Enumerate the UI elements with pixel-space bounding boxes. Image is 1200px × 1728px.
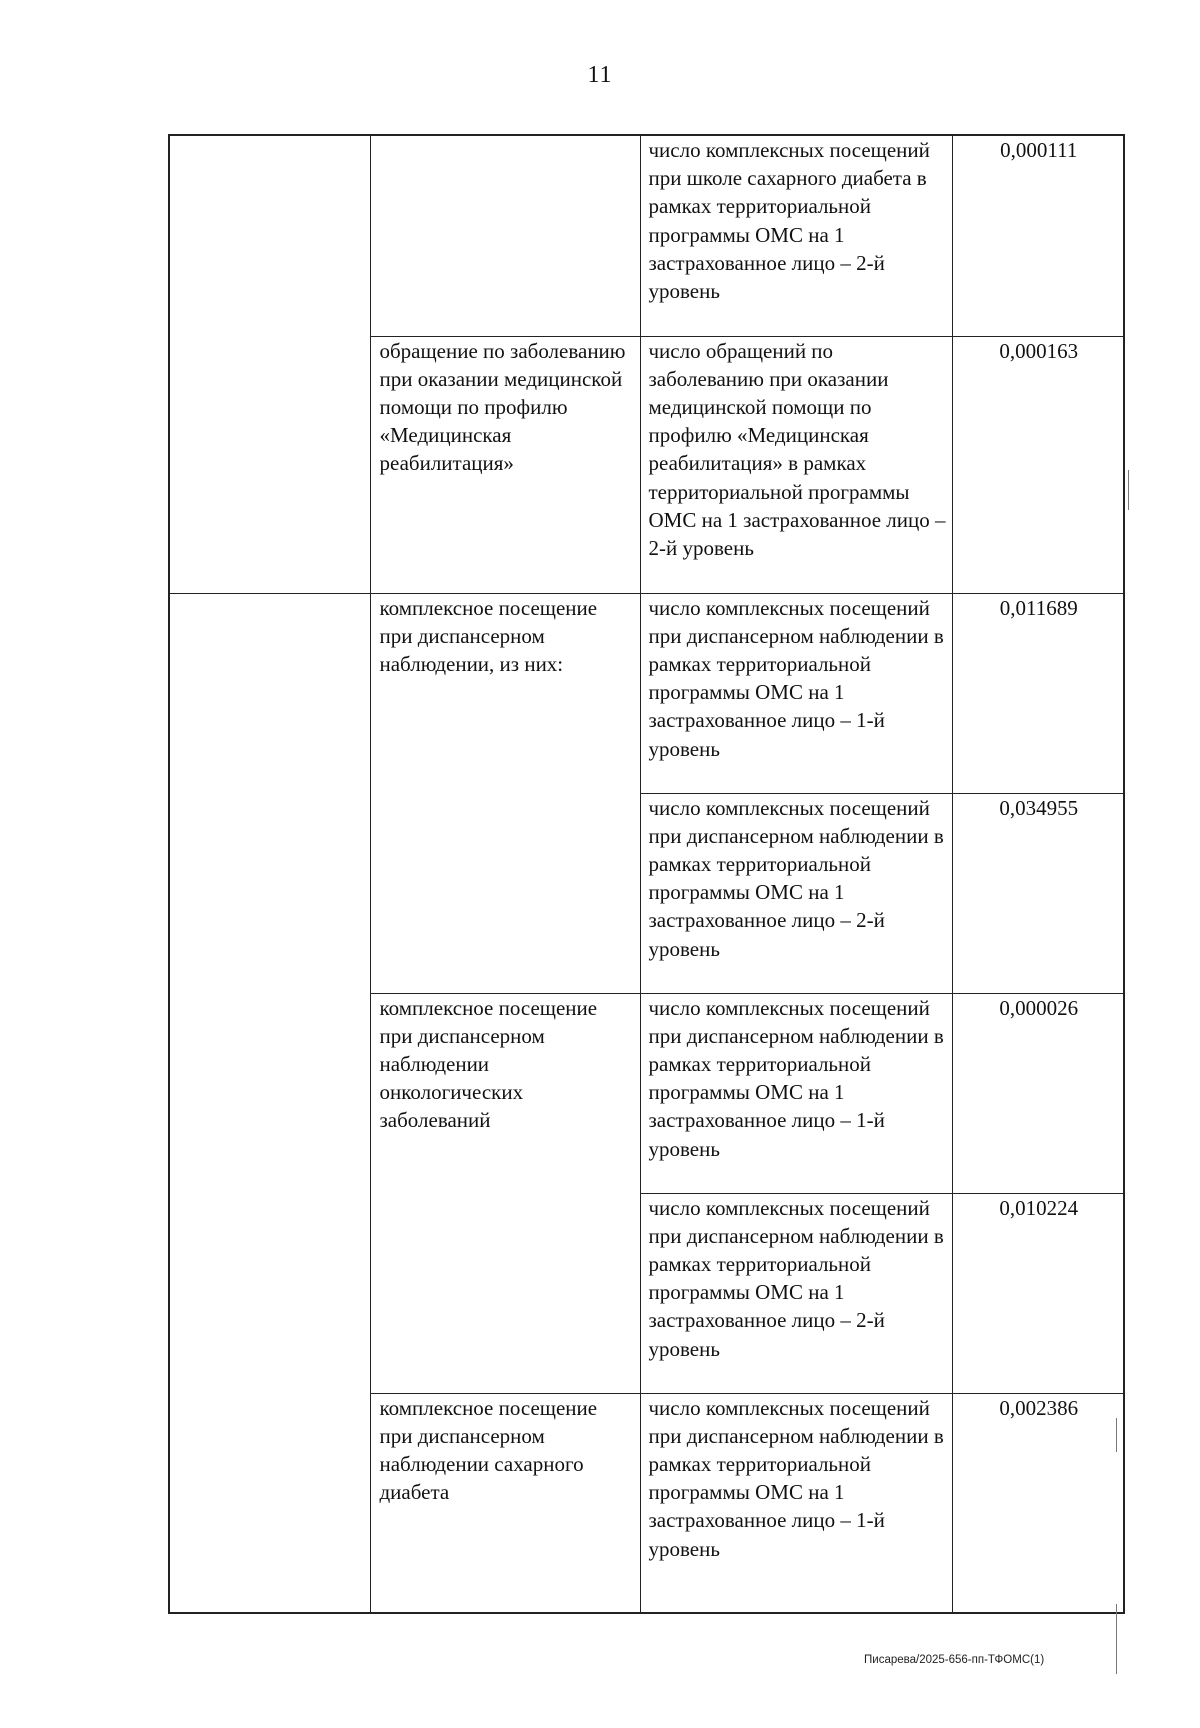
indicator-value: 0,011689 [952, 593, 1124, 793]
indicator-description: число обращений по заболеванию при оказании медицинской помощи по профилю «Медицинская реабилитация» в рамках территориальной программы ОМС на 1 застрахованное лицо – 2-й уровень [640, 336, 952, 593]
blank-cell [169, 593, 370, 1613]
document-footer: Писарева/2025-656-пп-ТФОМС(1) [864, 1654, 1045, 1666]
table-row [169, 593, 1124, 793]
blank-cell [169, 135, 370, 593]
blank-cell [370, 135, 640, 336]
indicator-description: число комплексных посещений при школе сахарного диабета в рамках территориальной программы ОМС на 1 застрахованное лицо – 2-й уровень [640, 135, 952, 336]
indicator-description: число комплексных посещений при диспансерном наблюдении в рамках территориальной программы ОМС на 1 застрахованное лицо – 1-й уровень [640, 993, 952, 1193]
indicator-description: число комплексных посещений при диспансерном наблюдении в рамках территориальной программы ОМС на 1 застрахованное лицо – 1-й уровень [640, 593, 952, 793]
care-type-name: обращение по заболеванию при оказании медицинской помощи по профилю «Медицинская реабилитация» [370, 336, 640, 593]
indicator-description: число комплексных посещений при диспансерном наблюдении в рамках территориальной программы ОМС на 1 застрахованное лицо – 2-й уровень [640, 1193, 952, 1393]
scan-margin-mark [1116, 1418, 1117, 1452]
scan-margin-mark [1128, 470, 1129, 510]
indicator-value: 0,000111 [952, 135, 1124, 336]
table-row [169, 135, 1124, 336]
indicator-description: число комплексных посещений при диспансерном наблюдении в рамках территориальной программы ОМС на 1 застрахованное лицо – 2-й уровень [640, 793, 952, 993]
page-number: 11 [587, 62, 613, 88]
indicator-description: число комплексных посещений при диспансерном наблюдении в рамках территориальной программы ОМС на 1 застрахованное лицо – 1-й уровень [640, 1393, 952, 1613]
indicator-value: 0,000026 [952, 993, 1124, 1193]
indicators-table [168, 134, 1125, 1614]
indicator-value: 0,000163 [952, 336, 1124, 593]
indicator-value: 0,034955 [952, 793, 1124, 993]
indicator-value: 0,010224 [952, 1193, 1124, 1393]
care-type-name: комплексное посещение при диспансерном наблюдении сахарного диабета [370, 1393, 640, 1613]
care-type-name: комплексное посещение при диспансерном наблюдении, из них: [370, 593, 640, 993]
scan-margin-mark [1116, 1604, 1117, 1674]
indicator-value: 0,002386 [952, 1393, 1124, 1613]
care-type-name: комплексное посещение при диспансерном наблюдении онкологических заболеваний [370, 993, 640, 1393]
